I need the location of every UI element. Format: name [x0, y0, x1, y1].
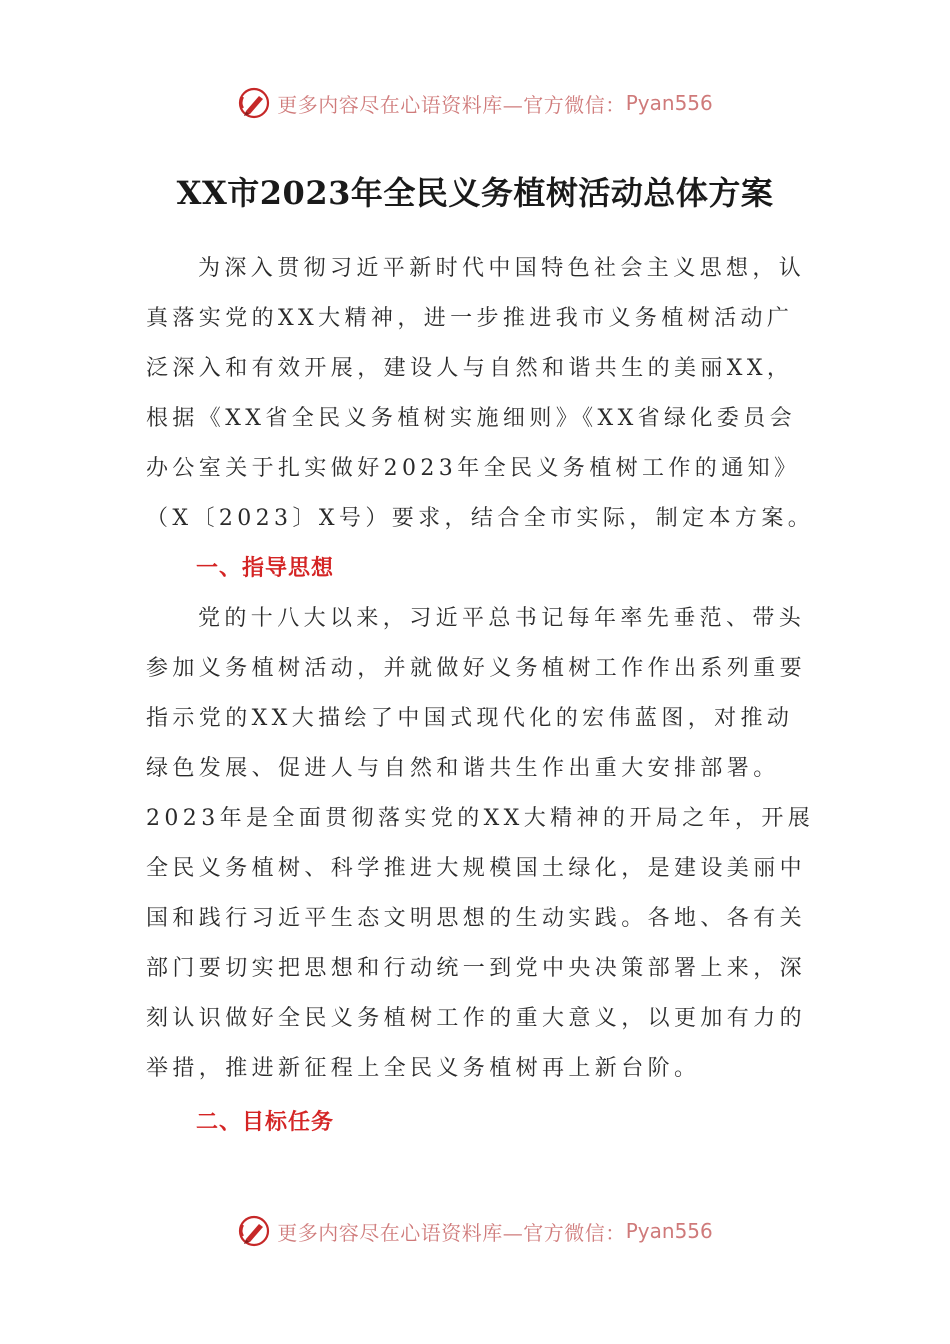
watermark-text: 更多内容尽在心语资料库—官方微信：: [277, 1220, 626, 1245]
header-watermark: [0, 83, 950, 123]
watermark-wechat-id: Pyan556: [625, 1219, 713, 1243]
pen-logo-icon: [237, 86, 271, 120]
pen-logo-icon: [237, 1214, 271, 1248]
intro-paragraph: 为深入贯彻习近平新时代中国特色社会主义思想，认真落实党的XX大精神，进一步推进我市义务植树活动广泛深入和有效开展，建设人与自然和谐共生的美丽XX，根据《XX省全民义务植树实施细则》《XX省绿化委员会办公室关于扎实做好2023年全民义务植树工作的通知》（X〔2023〕X号）要求，结合全市实际，制定本方案。: [146, 256, 815, 531]
guiding-ideology-paragraph: 党的十八大以来，习近平总书记每年率先垂范、带头参加义务植树活动，并就做好义务植树工作作出系列重要指示党的XX大描绘了中国式现代化的宏伟蓝图，对推动绿色发展、促进人与自然和谐共生作出重大安排部署。2023年是全面贯彻落实党的XX大精神的开局之年，开展全民义务植树、科学推进大规模国土绿化，是建设美丽中国和践行习近平生态文明思想的生动实践。各地、各有关部门要切实把思想和行动统一到党中央决策部署上来，深刻认识做好全民义务植树工作的重大意义，以更加有力的举措，推进新征程上全民义务植树再上新台阶。: [146, 606, 815, 1081]
section-heading-goals-tasks: 二、目标任务: [196, 1110, 335, 1135]
document-title: XX市2023年全民义务植树活动总体方案: [176, 174, 774, 212]
section-heading-guiding-ideology: 一、指导思想: [196, 556, 335, 581]
footer-watermark: [0, 1211, 950, 1251]
document-body: [146, 244, 816, 1148]
watermark-text: 更多内容尽在心语资料库—官方微信：: [277, 92, 626, 117]
watermark-wechat-id: Pyan556: [625, 91, 713, 115]
